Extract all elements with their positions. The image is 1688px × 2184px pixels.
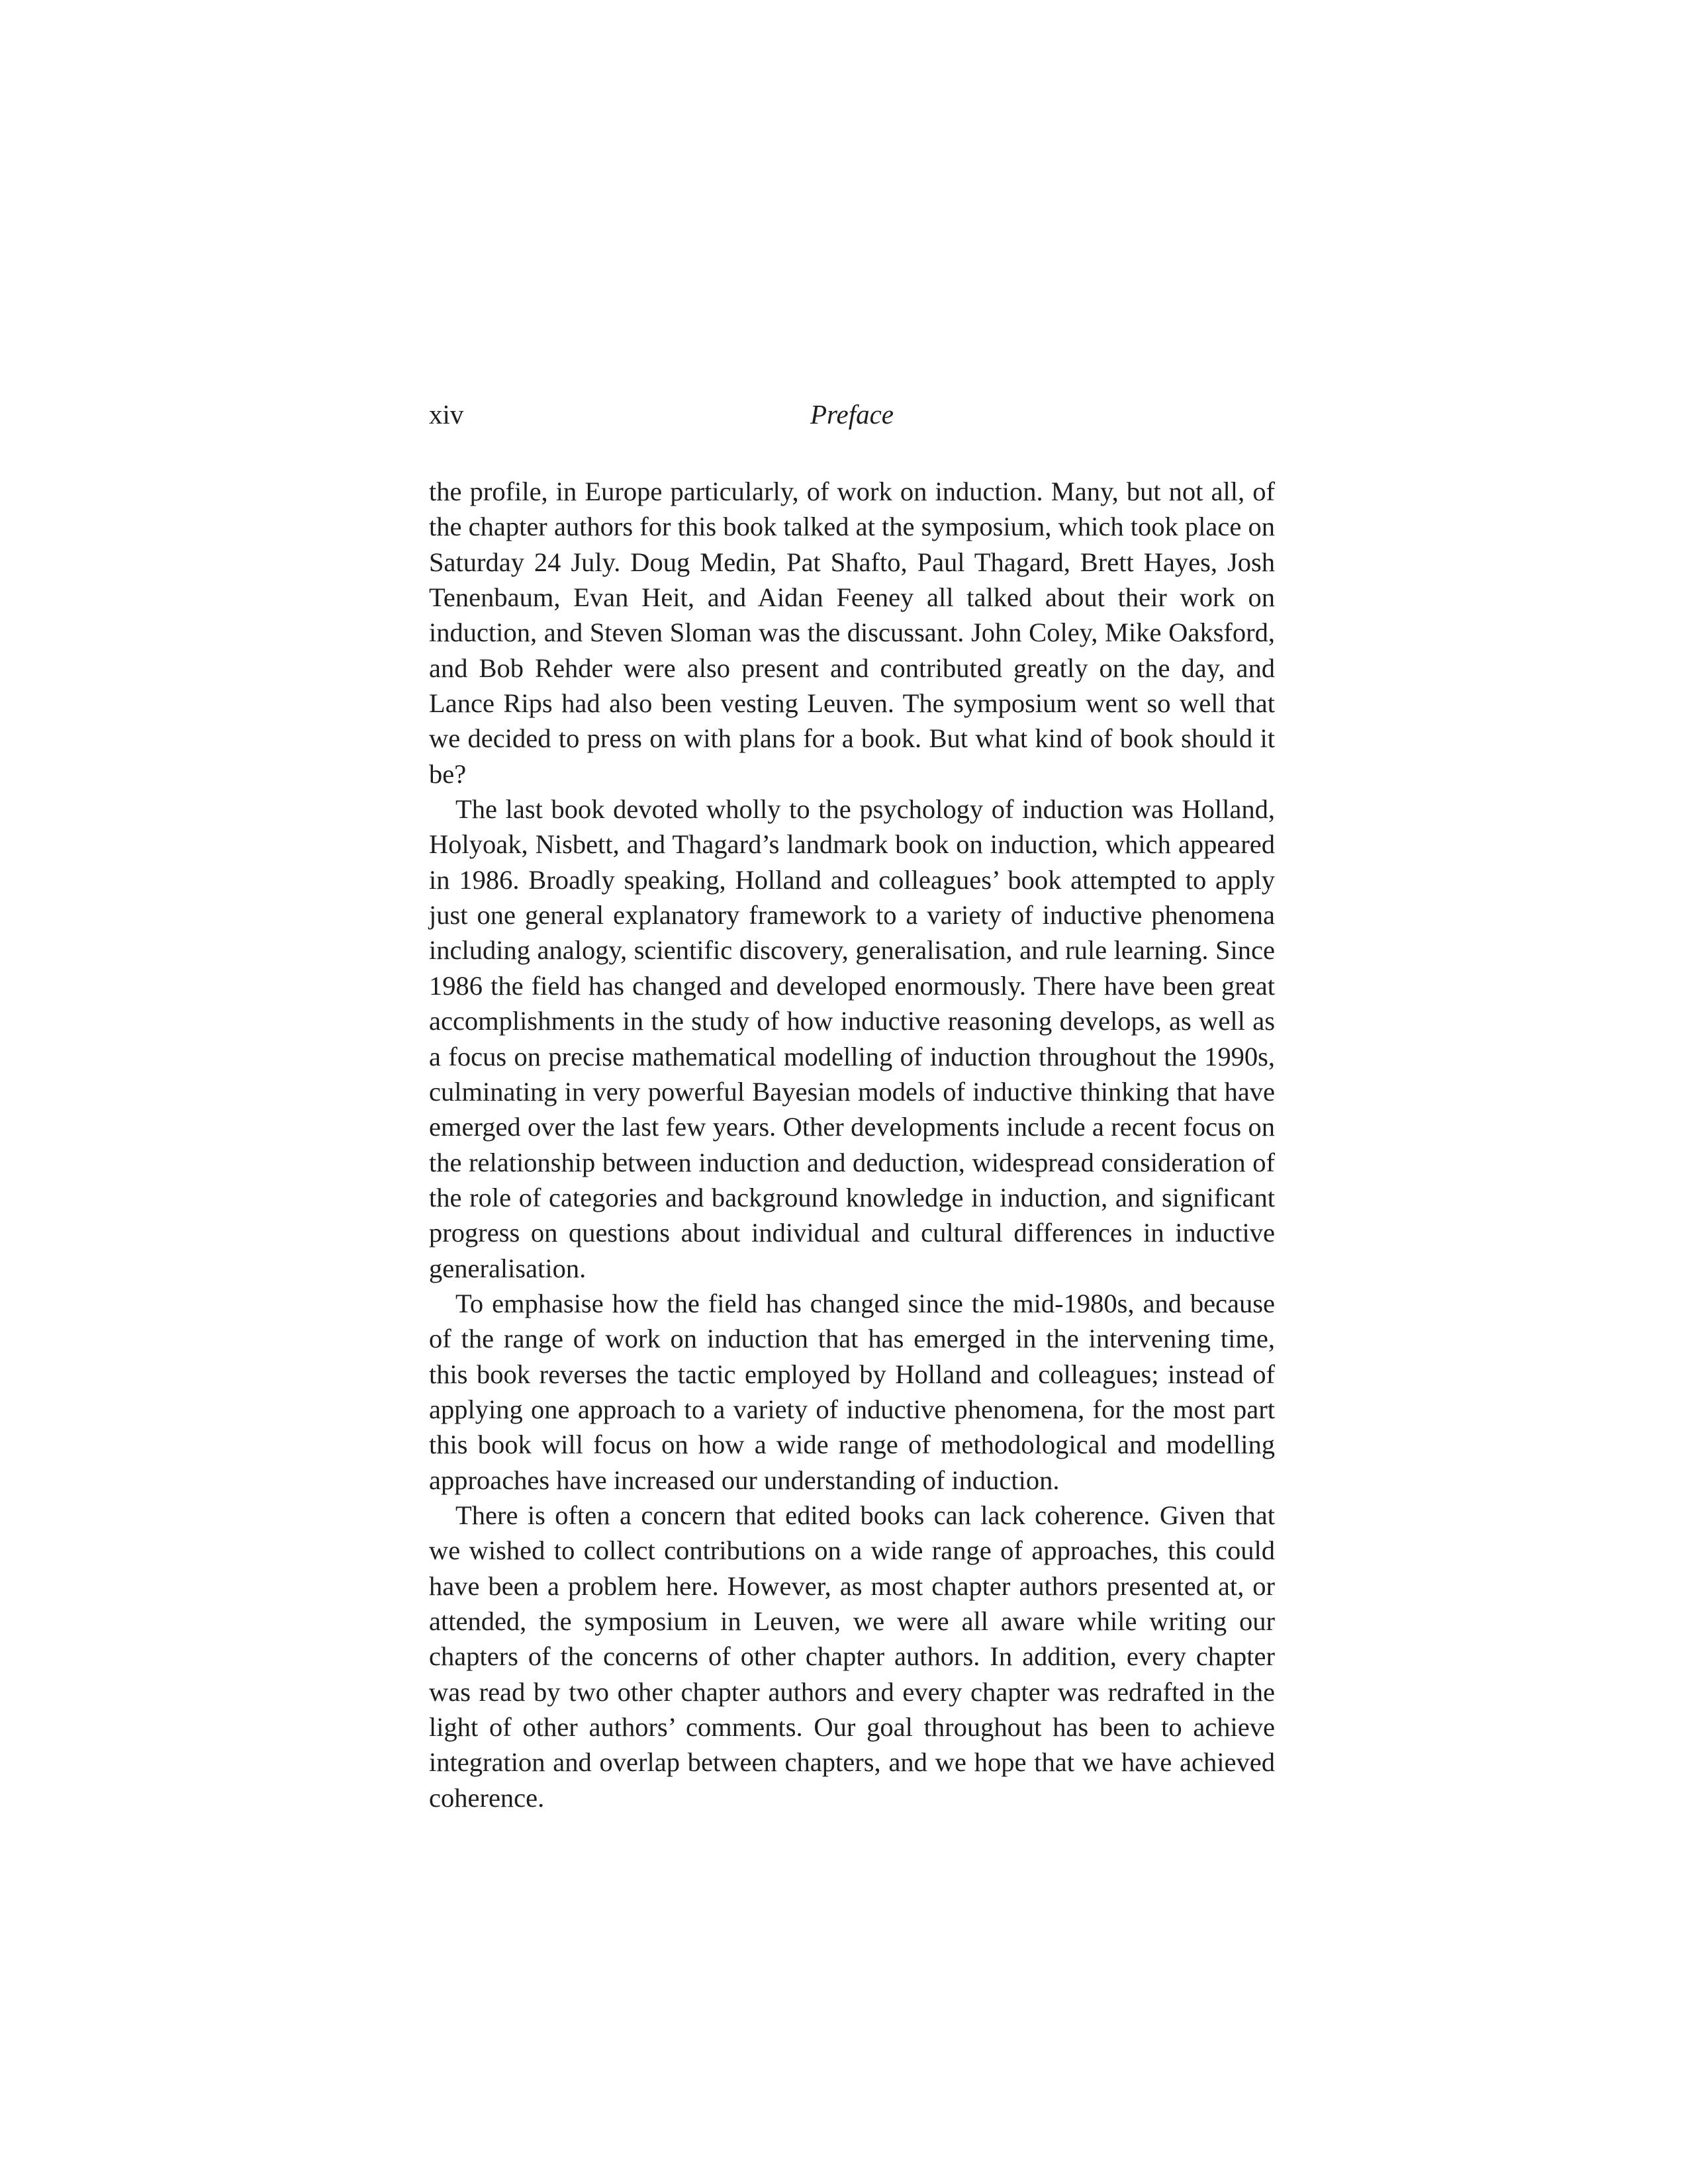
body-text: [429, 474, 1275, 1815]
running-head: [429, 394, 1275, 434]
paragraph-4: There is often a concern that edited books can lack coherence. Given that we wished to collect contributions on a wide range of approaches, this could have been a problem here. However, as most chapter authors presented at, or attended, the symposium in Leuven, we were all aware while writing our chapters of the concerns of other chapter authors. In addition, every chapter was read by two other chapter authors and every chapter was redrafted in the light of other authors’ comments. Our goal throughout has been to achieve integration and overlap between chapters, and we hope that we have achieved coherence.: [429, 1500, 1275, 1813]
paragraph-2: The last book devoted wholly to the psychology of induction was Holland, Holyoak, Nisbett, and Thagard’s landmark book on induction, which appeared in 1986. Broadly speaking, Holland and colleagues’ book attempted to apply just one general explanatory framework to a variety of inductive phenomena including analogy, scientific discovery, generalisation, and rule learning. Since 1986 the field has changed and developed enormously. There have been great accomplishments in the study of how inductive reasoning develops, as well as a focus on precise mathematical modelling of induction throughout the 1990s, culminating in very powerful Bayesian models of inductive thinking that have emerged over the last few years. Other developments include a recent focus on the relationship between induction and deduction, widespread consideration of the role of categories and background knowledge in induction, and significant progress on questions about individual and cultural differences in inductive generalisation.: [429, 794, 1275, 1283]
running-title: Preface: [810, 399, 894, 430]
paragraph-1: the profile, in Europe particularly, of work on induction. Many, but not all, of the chapter authors for this book talked at the symposium, which took place on Saturday 24 July. Doug Medin, Pat Shafto, Paul Thagard, Brett Hayes, Josh Tenenbaum, Evan Heit, and Aidan Feeney all talked about their work on induction, and Steven Sloman was the discussant. John Coley, Mike Oaksford, and Bob Rehder were also present and contributed greatly on the day, and Lance Rips had also been vesting Leuven. The symposium went so well that we decided to press on with plans for a book. But what kind of book should it be?: [429, 477, 1275, 789]
paragraph-3: To emphasise how the field has changed since the mid-1980s, and because of the range of work on induction that has emerged in the intervening time, this book reverses the tactic employed by Holland and colleagues; instead of applying one approach to a variety of inductive phenomena, for the most part this book will focus on how a wide range of methodological and modelling approaches have increased our understanding of induction.: [429, 1288, 1275, 1495]
page-number: xiv: [429, 399, 464, 430]
